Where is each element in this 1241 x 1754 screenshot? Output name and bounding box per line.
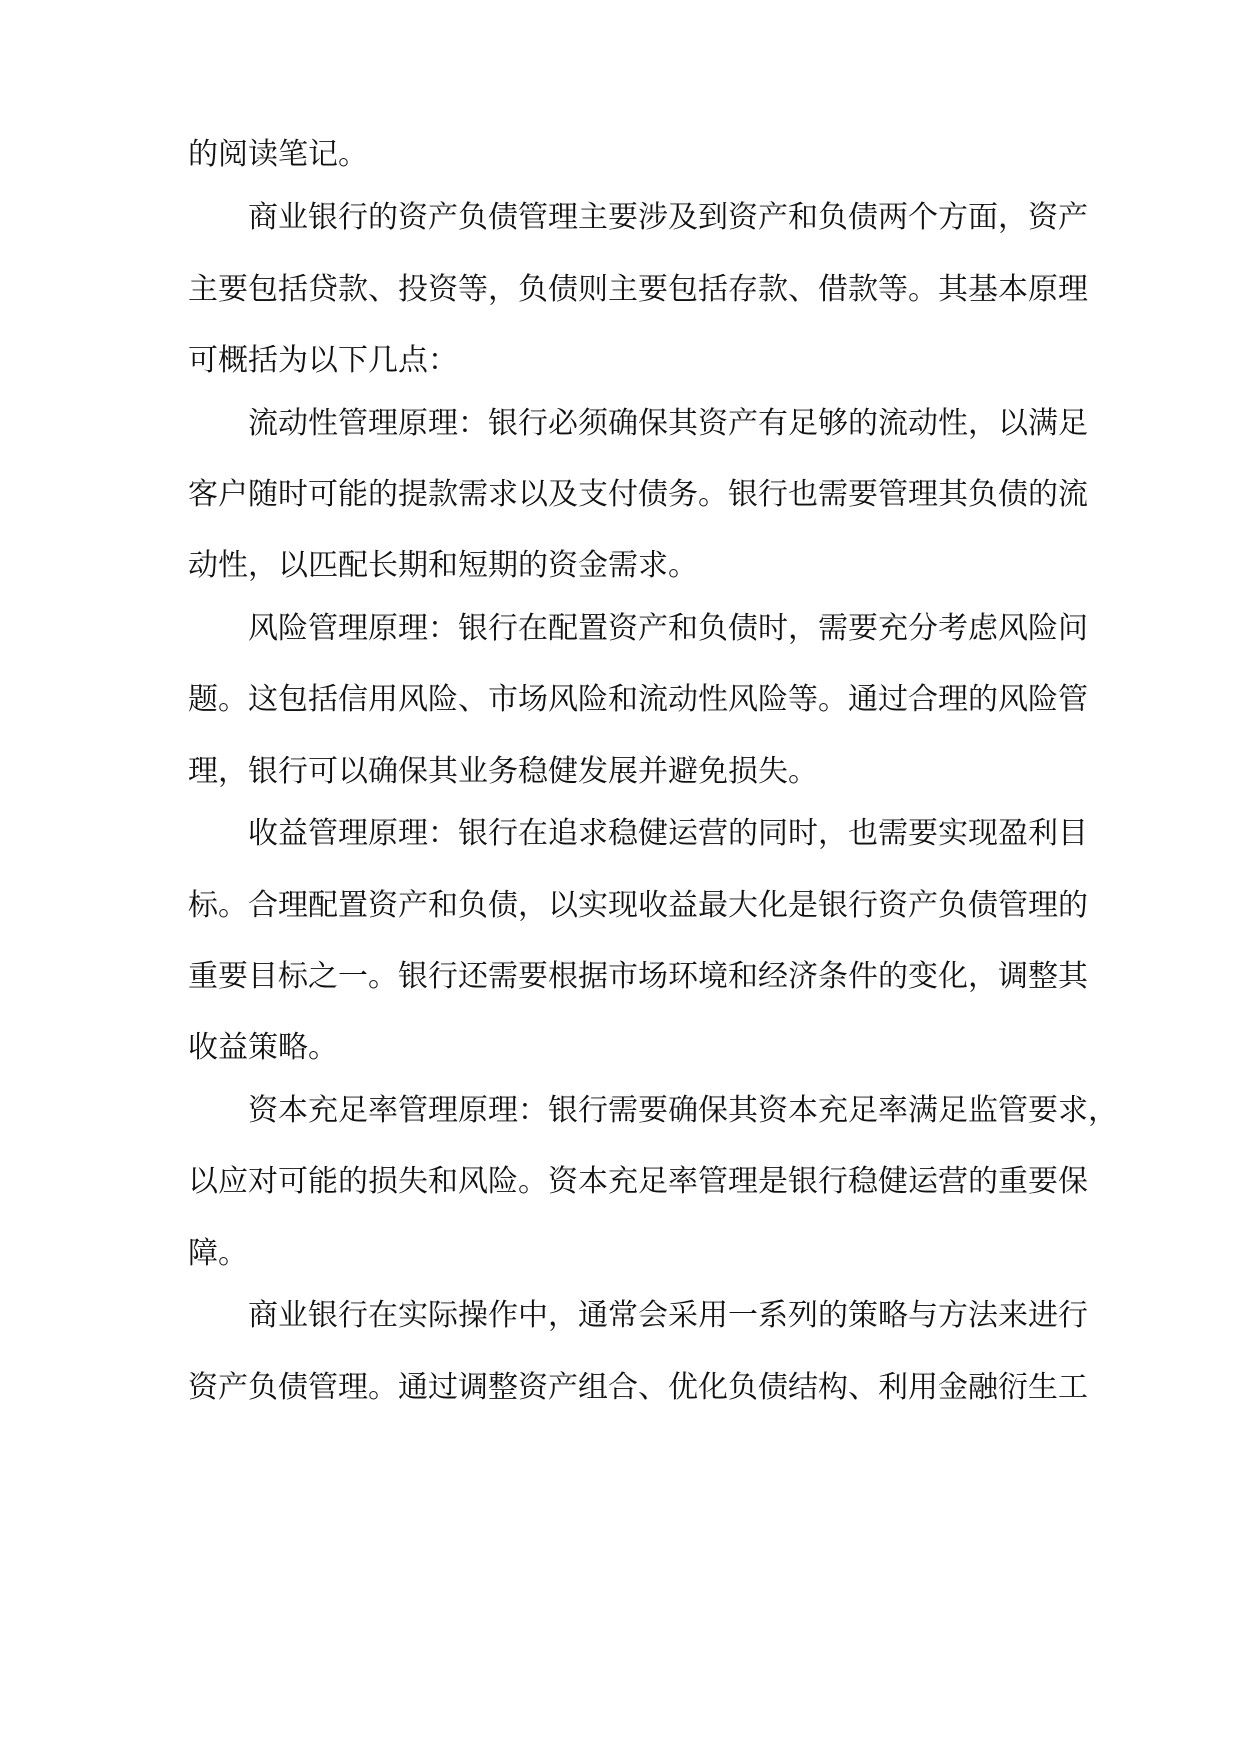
paragraph-line: 动性，以匹配长期和短期的资金需求。 xyxy=(188,548,698,583)
paragraph-line: 题。这包括信用风险、市场风险和流动性风险等。通过合理的风险管 xyxy=(188,682,1088,717)
paragraph-line: 风险管理原理：银行在配置资产和负债时，需要充分考虑风险问 xyxy=(248,611,1088,646)
paragraph-line: 客户随时可能的提款需求以及支付债务。银行也需要管理其负债的流 xyxy=(188,477,1088,512)
paragraph-line: 理，银行可以确保其业务稳健发展并避免损失。 xyxy=(188,754,818,789)
paragraph-line: 资产负债管理。通过调整资产组合、优化负债结构、利用金融衍生工 xyxy=(188,1370,1088,1405)
paragraph-line: 主要包括贷款、投资等，负债则主要包括存款、借款等。其基本原理 xyxy=(188,272,1088,307)
paragraph-line: 商业银行的资产负债管理主要涉及到资产和负债两个方面，资产 xyxy=(248,200,1088,235)
paragraph-line: 收益管理原理：银行在追求稳健运营的同时，也需要实现盈利目 xyxy=(248,816,1088,851)
paragraph-line: 以应对可能的损失和风险。资本充足率管理是银行稳健运营的重要保 xyxy=(188,1164,1088,1199)
paragraph-line: 重要目标之一。银行还需要根据市场环境和经济条件的变化，调整其 xyxy=(188,959,1088,994)
paragraph-line: 流动性管理原理：银行必须确保其资产有足够的流动性，以满足 xyxy=(248,406,1088,441)
paragraph-line: 标。合理配置资产和负债，以实现收益最大化是银行资产负债管理的 xyxy=(188,888,1088,923)
paragraph-line: 的阅读笔记。 xyxy=(188,137,368,172)
paragraph-line: 商业银行在实际操作中，通常会采用一系列的策略与方法来进行 xyxy=(248,1298,1088,1333)
paragraph-line: 可概括为以下几点： xyxy=(188,343,458,378)
paragraph-line: 资本充足率管理原理：银行需要确保其资本充足率满足监管要求， xyxy=(248,1093,1118,1128)
paragraph-line: 收益策略。 xyxy=(188,1030,338,1065)
paragraph-line: 障。 xyxy=(188,1236,248,1271)
